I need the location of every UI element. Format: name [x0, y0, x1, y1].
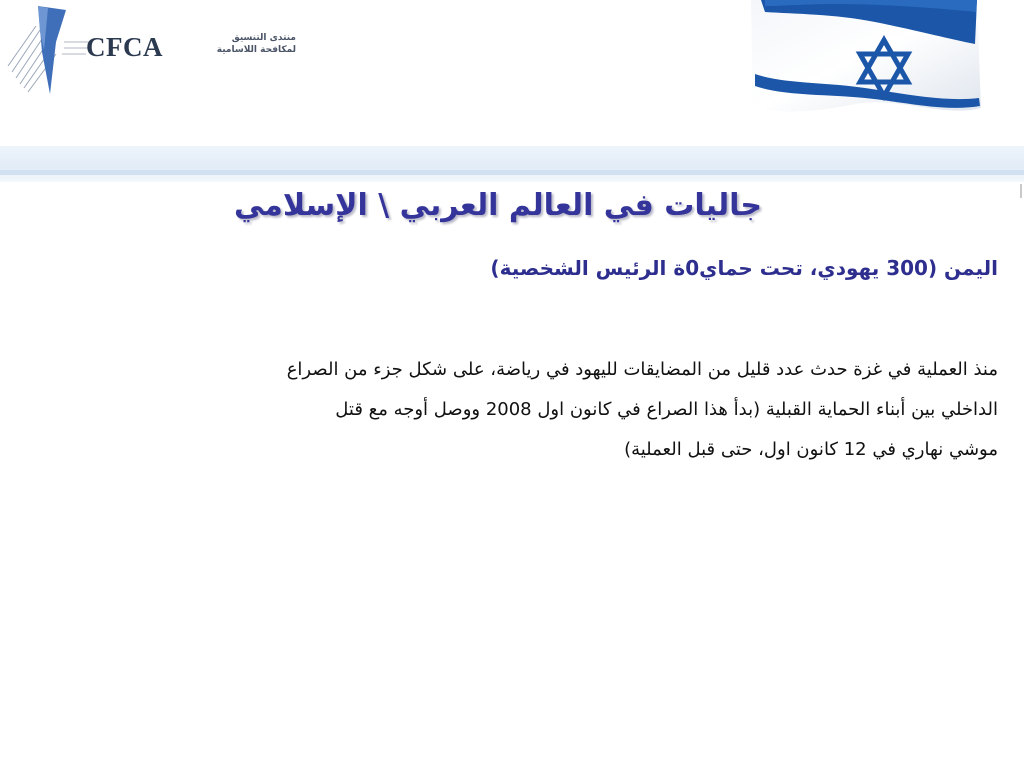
header-band	[0, 146, 1024, 182]
slide-body	[118, 350, 998, 470]
logo-arabic-line-2: لمكافحة اللاسامية	[216, 45, 296, 55]
slide-subtitle: اليمن (300 يهودي، تحت حماي0ة الرئيس الشخصية)	[490, 256, 998, 280]
body-line-2: الداخلي بين أبناء الحماية القبلية (بدأ هذا الصراع في كانون اول 2008 ووصل أوجه مع قتل	[335, 399, 998, 420]
logo-arabic-line-1: منتدى التنسيق	[231, 33, 296, 43]
star-of-david-flag-icon	[745, 0, 985, 120]
slide-title: جاليات في العالم العربي \ الإسلامي	[233, 188, 763, 223]
flag-image	[745, 0, 985, 120]
edge-marker	[1020, 184, 1022, 198]
body-line-3: موشي نهاري في 12 كانون اول، حتى قبل العملية)	[624, 439, 998, 460]
body-line-1: منذ العملية في غزة حدث عدد قليل من المضايقات لليهود في رياضة، على شكل جزء من الصراع	[286, 359, 998, 380]
cfca-logo	[4, 2, 304, 102]
header-divider	[0, 170, 1024, 175]
logo-wordmark: CFCA	[86, 32, 163, 62]
logo-arabic-name	[188, 32, 296, 56]
